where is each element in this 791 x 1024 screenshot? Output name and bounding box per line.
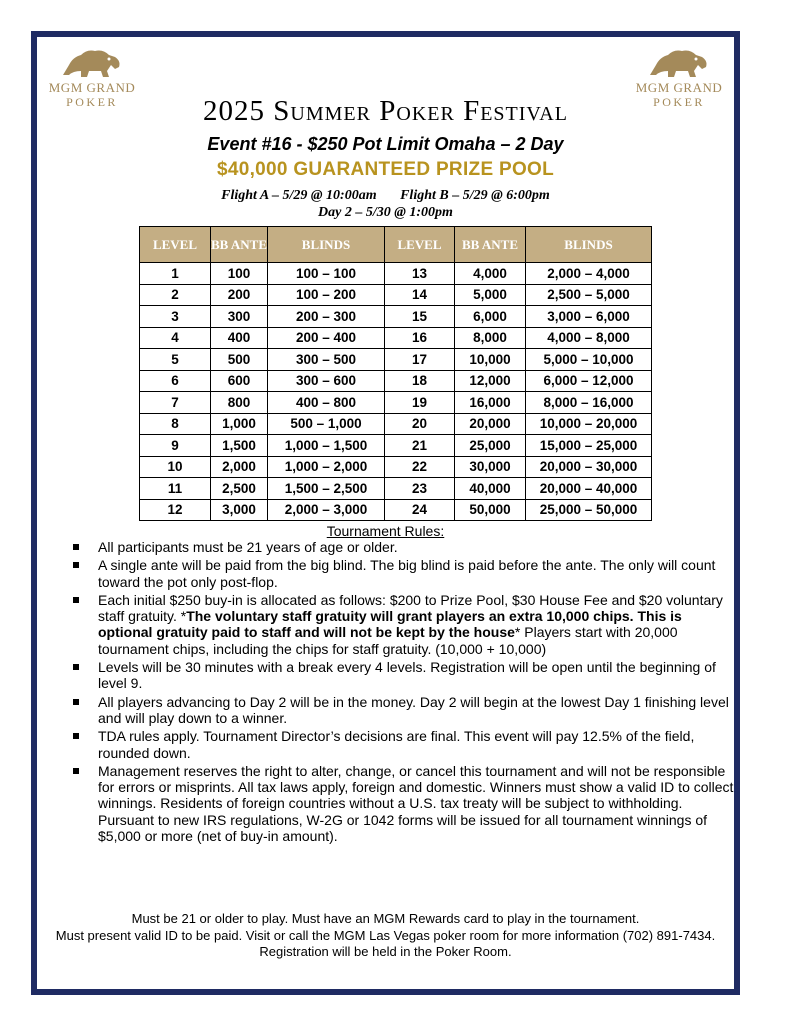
festival-title: 2025 Summer Poker Festival — [203, 95, 568, 127]
header-blinds: BLINDS — [526, 227, 652, 263]
rule-text: All participants must be 21 years of age or older. — [98, 539, 398, 555]
header-bb-ante: BB ANTE — [211, 227, 268, 263]
table-row — [140, 370, 652, 392]
list-item — [61, 659, 737, 692]
cell-blinds: 1,000 – 2,000 — [268, 456, 385, 478]
cell-level: 6 — [140, 370, 211, 392]
cell-level: 18 — [385, 370, 455, 392]
table-row — [140, 456, 652, 478]
cell-level: 16 — [385, 327, 455, 349]
cell-bb-ante: 200 — [211, 284, 268, 306]
cell-blinds: 1,000 – 1,500 — [268, 435, 385, 457]
cell-blinds: 100 – 100 — [268, 263, 385, 285]
cell-level: 19 — [385, 392, 455, 414]
table-row — [140, 478, 652, 500]
cell-bb-ante: 40,000 — [455, 478, 526, 500]
cell-level: 14 — [385, 284, 455, 306]
table-header-row — [140, 227, 652, 263]
table-row — [140, 284, 652, 306]
cell-level: 22 — [385, 456, 455, 478]
cell-blinds: 4,000 – 8,000 — [526, 327, 652, 349]
bullet-icon — [73, 768, 79, 774]
bullet-icon — [73, 664, 79, 670]
header-level: LEVEL — [385, 227, 455, 263]
cell-blinds: 15,000 – 25,000 — [526, 435, 652, 457]
cell-level: 24 — [385, 499, 455, 521]
cell-blinds: 300 – 600 — [268, 370, 385, 392]
rule-text: Management reserves the right to alter, change, or cancel this tournament and will not be responsible for errors or misprints. All tax laws apply, foreign and domestic. Winners must show a valid ID to collect winnings. Residents of foreign countries without a U.S. tax treaty will be subject to withholding. Pursuant to new IRS regulations, W-2G or 1042 forms will be issued for all tournament winnings of $5,000 or more (net of buy-in amount). — [98, 762, 734, 845]
cell-bb-ante: 5,000 — [455, 284, 526, 306]
cell-level: 1 — [140, 263, 211, 285]
table-row — [140, 306, 652, 328]
rule-text: Each initial $250 buy-in is allocated as follows: $200 to Prize Pool, $30 House Fee and $20 voluntary staff gratuity. * — [98, 591, 723, 625]
cell-bb-ante: 300 — [211, 306, 268, 328]
cell-blinds: 200 – 300 — [268, 306, 385, 328]
cell-bb-ante: 30,000 — [455, 456, 526, 478]
cell-blinds: 2,500 – 5,000 — [526, 284, 652, 306]
flight-schedule — [37, 187, 734, 221]
cell-blinds: 20,000 – 30,000 — [526, 456, 652, 478]
cell-level: 13 — [385, 263, 455, 285]
cell-level: 8 — [140, 413, 211, 435]
flight-b-time: Flight B – 5/29 @ 6:00pm — [400, 188, 550, 203]
rules-heading: Tournament Rules: — [326, 523, 445, 539]
cell-level: 11 — [140, 478, 211, 500]
cell-bb-ante: 600 — [211, 370, 268, 392]
cell-blinds: 2,000 – 3,000 — [268, 499, 385, 521]
bullet-icon — [73, 544, 79, 550]
cell-level: 21 — [385, 435, 455, 457]
cell-bb-ante: 12,000 — [455, 370, 526, 392]
cell-bb-ante: 800 — [211, 392, 268, 414]
table-body — [140, 263, 652, 521]
cell-level: 2 — [140, 284, 211, 306]
cell-blinds: 1,500 – 2,500 — [268, 478, 385, 500]
cell-level: 20 — [385, 413, 455, 435]
cell-blinds: 8,000 – 16,000 — [526, 392, 652, 414]
lion-icon — [646, 45, 712, 79]
header-blinds: BLINDS — [268, 227, 385, 263]
list-item — [61, 592, 737, 657]
cell-level: 15 — [385, 306, 455, 328]
table-row — [140, 499, 652, 521]
footer-notice — [37, 911, 734, 961]
cell-bb-ante: 1,500 — [211, 435, 268, 457]
cell-level: 10 — [140, 456, 211, 478]
rule-text: A single ante will be paid from the big blind. The big blind is paid before the ante. The only will count toward the pot only post-flop. — [98, 557, 716, 590]
cell-blinds: 3,000 – 6,000 — [526, 306, 652, 328]
bullet-icon — [73, 562, 79, 568]
table-row — [140, 392, 652, 414]
cell-level: 4 — [140, 327, 211, 349]
bullet-icon — [73, 733, 79, 739]
cell-level: 3 — [140, 306, 211, 328]
cell-bb-ante: 8,000 — [455, 327, 526, 349]
cell-blinds: 500 – 1,000 — [268, 413, 385, 435]
rules-list — [61, 539, 737, 846]
cell-bb-ante: 400 — [211, 327, 268, 349]
logo-brand-text: MGM GRAND — [635, 80, 723, 95]
cell-blinds: 6,000 – 12,000 — [526, 370, 652, 392]
rule-text: TDA rules apply. Tournament Director’s decisions are final. This event will pay 12.5% of the field, rounded down. — [98, 728, 695, 761]
cell-blinds: 5,000 – 10,000 — [526, 349, 652, 371]
cell-bb-ante: 100 — [211, 263, 268, 285]
cell-bb-ante: 6,000 — [455, 306, 526, 328]
cell-bb-ante: 2,500 — [211, 478, 268, 500]
logo-poker-text: POKER — [66, 95, 118, 109]
day2-time: Day 2 – 5/30 @ 1:00pm — [318, 205, 453, 220]
logo-brand-text: MGM GRAND — [48, 80, 136, 95]
table-row — [140, 435, 652, 457]
table-row — [140, 327, 652, 349]
cell-level: 7 — [140, 392, 211, 414]
cell-blinds: 20,000 – 40,000 — [526, 478, 652, 500]
cell-blinds: 25,000 – 50,000 — [526, 499, 652, 521]
flyer-frame — [31, 31, 740, 995]
cell-bb-ante: 20,000 — [455, 413, 526, 435]
blind-structure-table — [139, 226, 652, 521]
cell-level: 12 — [140, 499, 211, 521]
list-item — [61, 763, 737, 844]
cell-level: 5 — [140, 349, 211, 371]
rule-text: All players advancing to Day 2 will be in the money. Day 2 will begin at the lowest Day 1 finishing level and will play down to a winner. — [98, 693, 729, 726]
cell-blinds: 2,000 – 4,000 — [526, 263, 652, 285]
rule-text-bold: The voluntary staff gratuity will grant players an extra 10,000 chips. This is optional gratuity paid to staff and will not be kept by the house — [98, 608, 682, 641]
bullet-icon — [73, 597, 79, 603]
list-item — [61, 539, 737, 555]
list-item — [61, 557, 737, 590]
logo-poker-text: POKER — [653, 95, 705, 109]
cell-blinds: 300 – 500 — [268, 349, 385, 371]
list-item — [61, 728, 737, 761]
cell-level: 17 — [385, 349, 455, 371]
table-row — [140, 263, 652, 285]
rule-text: Levels will be 30 minutes with a break every 4 levels. Registration will be open until the beginning of level 9. — [98, 659, 716, 692]
cell-bb-ante: 10,000 — [455, 349, 526, 371]
cell-blinds: 100 – 200 — [268, 284, 385, 306]
header-level: LEVEL — [140, 227, 211, 263]
cell-blinds: 400 – 800 — [268, 392, 385, 414]
event-name: Event #16 - $250 Pot Limit Omaha – 2 Day — [207, 134, 564, 154]
guarantee-text: $40,000 GUARANTEED PRIZE POOL — [216, 159, 555, 180]
table-row — [140, 349, 652, 371]
cell-bb-ante: 500 — [211, 349, 268, 371]
table-row — [140, 413, 652, 435]
cell-blinds: 10,000 – 20,000 — [526, 413, 652, 435]
cell-bb-ante: 2,000 — [211, 456, 268, 478]
cell-bb-ante: 50,000 — [455, 499, 526, 521]
lion-icon — [59, 45, 125, 79]
cell-blinds: 200 – 400 — [268, 327, 385, 349]
cell-level: 23 — [385, 478, 455, 500]
footer-line: Must be 21 or older to play. Must have an MGM Rewards card to play in the tournament. — [131, 911, 640, 926]
cell-bb-ante: 1,000 — [211, 413, 268, 435]
flight-a-time: Flight A – 5/29 @ 10:00am — [221, 188, 377, 203]
rule-text: * Players start with 20,000 tournament chips, including the chips for staff gratuity. (10,000 + 10,000) — [98, 624, 678, 657]
header-bb-ante: BB ANTE — [455, 227, 526, 263]
cell-bb-ante: 3,000 — [211, 499, 268, 521]
cell-level: 9 — [140, 435, 211, 457]
cell-bb-ante: 4,000 — [455, 263, 526, 285]
cell-bb-ante: 25,000 — [455, 435, 526, 457]
list-item — [61, 694, 737, 727]
cell-bb-ante: 16,000 — [455, 392, 526, 414]
footer-line: Must present valid ID to be paid. Visit or call the MGM Las Vegas poker room for more information (702) 891-7434. Registration will be held in the Poker Room. — [55, 927, 716, 959]
bullet-icon — [73, 699, 79, 705]
